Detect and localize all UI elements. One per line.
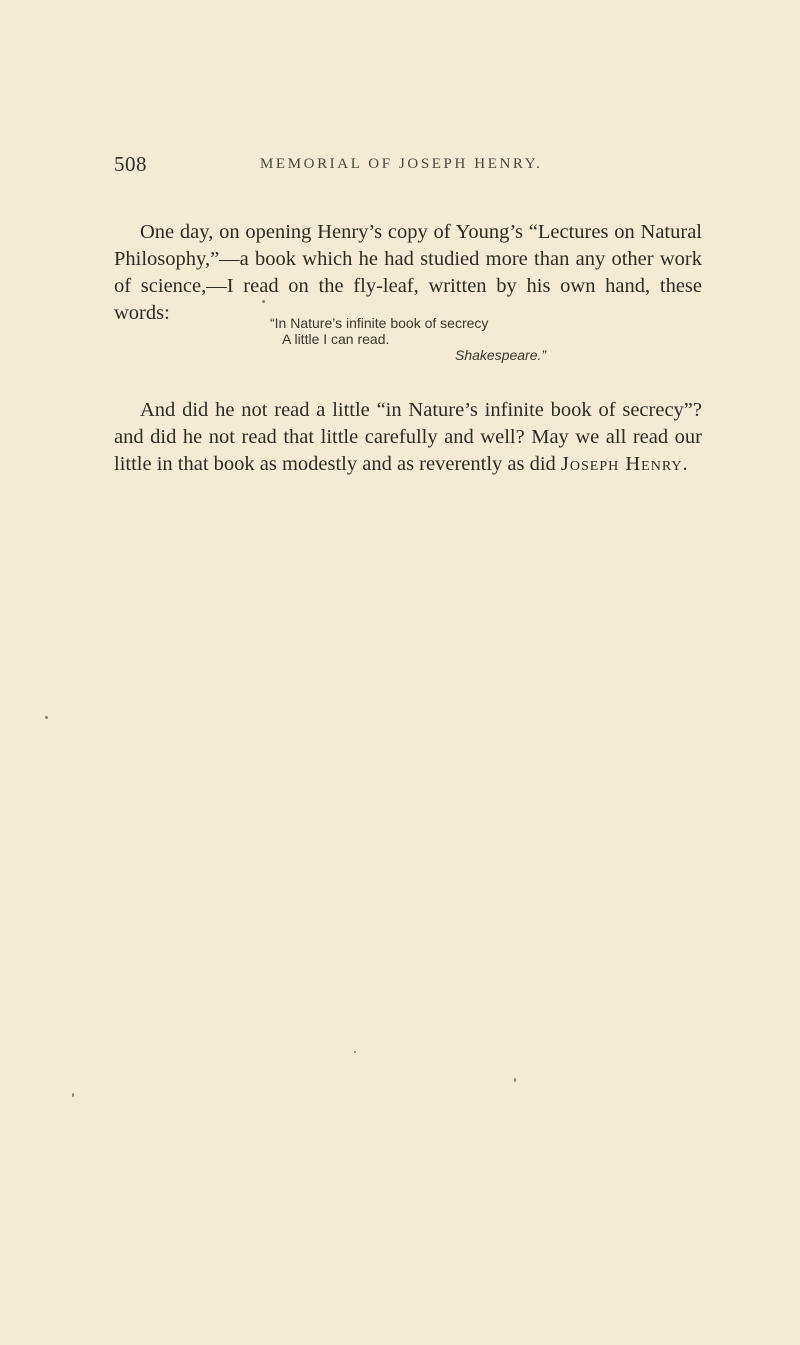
- page-number: 508: [114, 152, 147, 176]
- quote-line-1: “In Nature’s infinite book of secrecy: [270, 315, 489, 331]
- paragraph-closing-end: .: [682, 452, 688, 475]
- name-joseph-henry: Joseph Henry: [560, 452, 683, 475]
- quote-attribution: Shakespeare.”: [455, 347, 547, 363]
- quote-line-2: A little I can read.: [282, 331, 390, 347]
- paper-speck: [514, 1078, 516, 1082]
- running-head: [114, 152, 700, 176]
- paper-speck: [354, 1051, 356, 1053]
- running-head-title: MEMORIAL OF JOSEPH HENRY.: [260, 156, 543, 172]
- paragraph-opening: One day, on opening Henry’s copy of Young’s “Lectures on Natural Philosophy,”—a book which he had studied more than any other work of science,—I read on the fly-leaf, written by his own hand, these words:: [114, 220, 702, 324]
- paper-speck: [262, 300, 265, 303]
- paper-speck: [45, 716, 48, 719]
- epigraph-quote: [270, 315, 610, 363]
- paper-speck: [72, 1093, 74, 1097]
- paragraph-closing: [114, 397, 702, 478]
- paragraph-closing-text: And did he not read a little “in Nature’s infinite book of secrecy”? and did he not read that little carefully and well? May we all read our little in that book as modestly and as reverently as did: [114, 398, 702, 475]
